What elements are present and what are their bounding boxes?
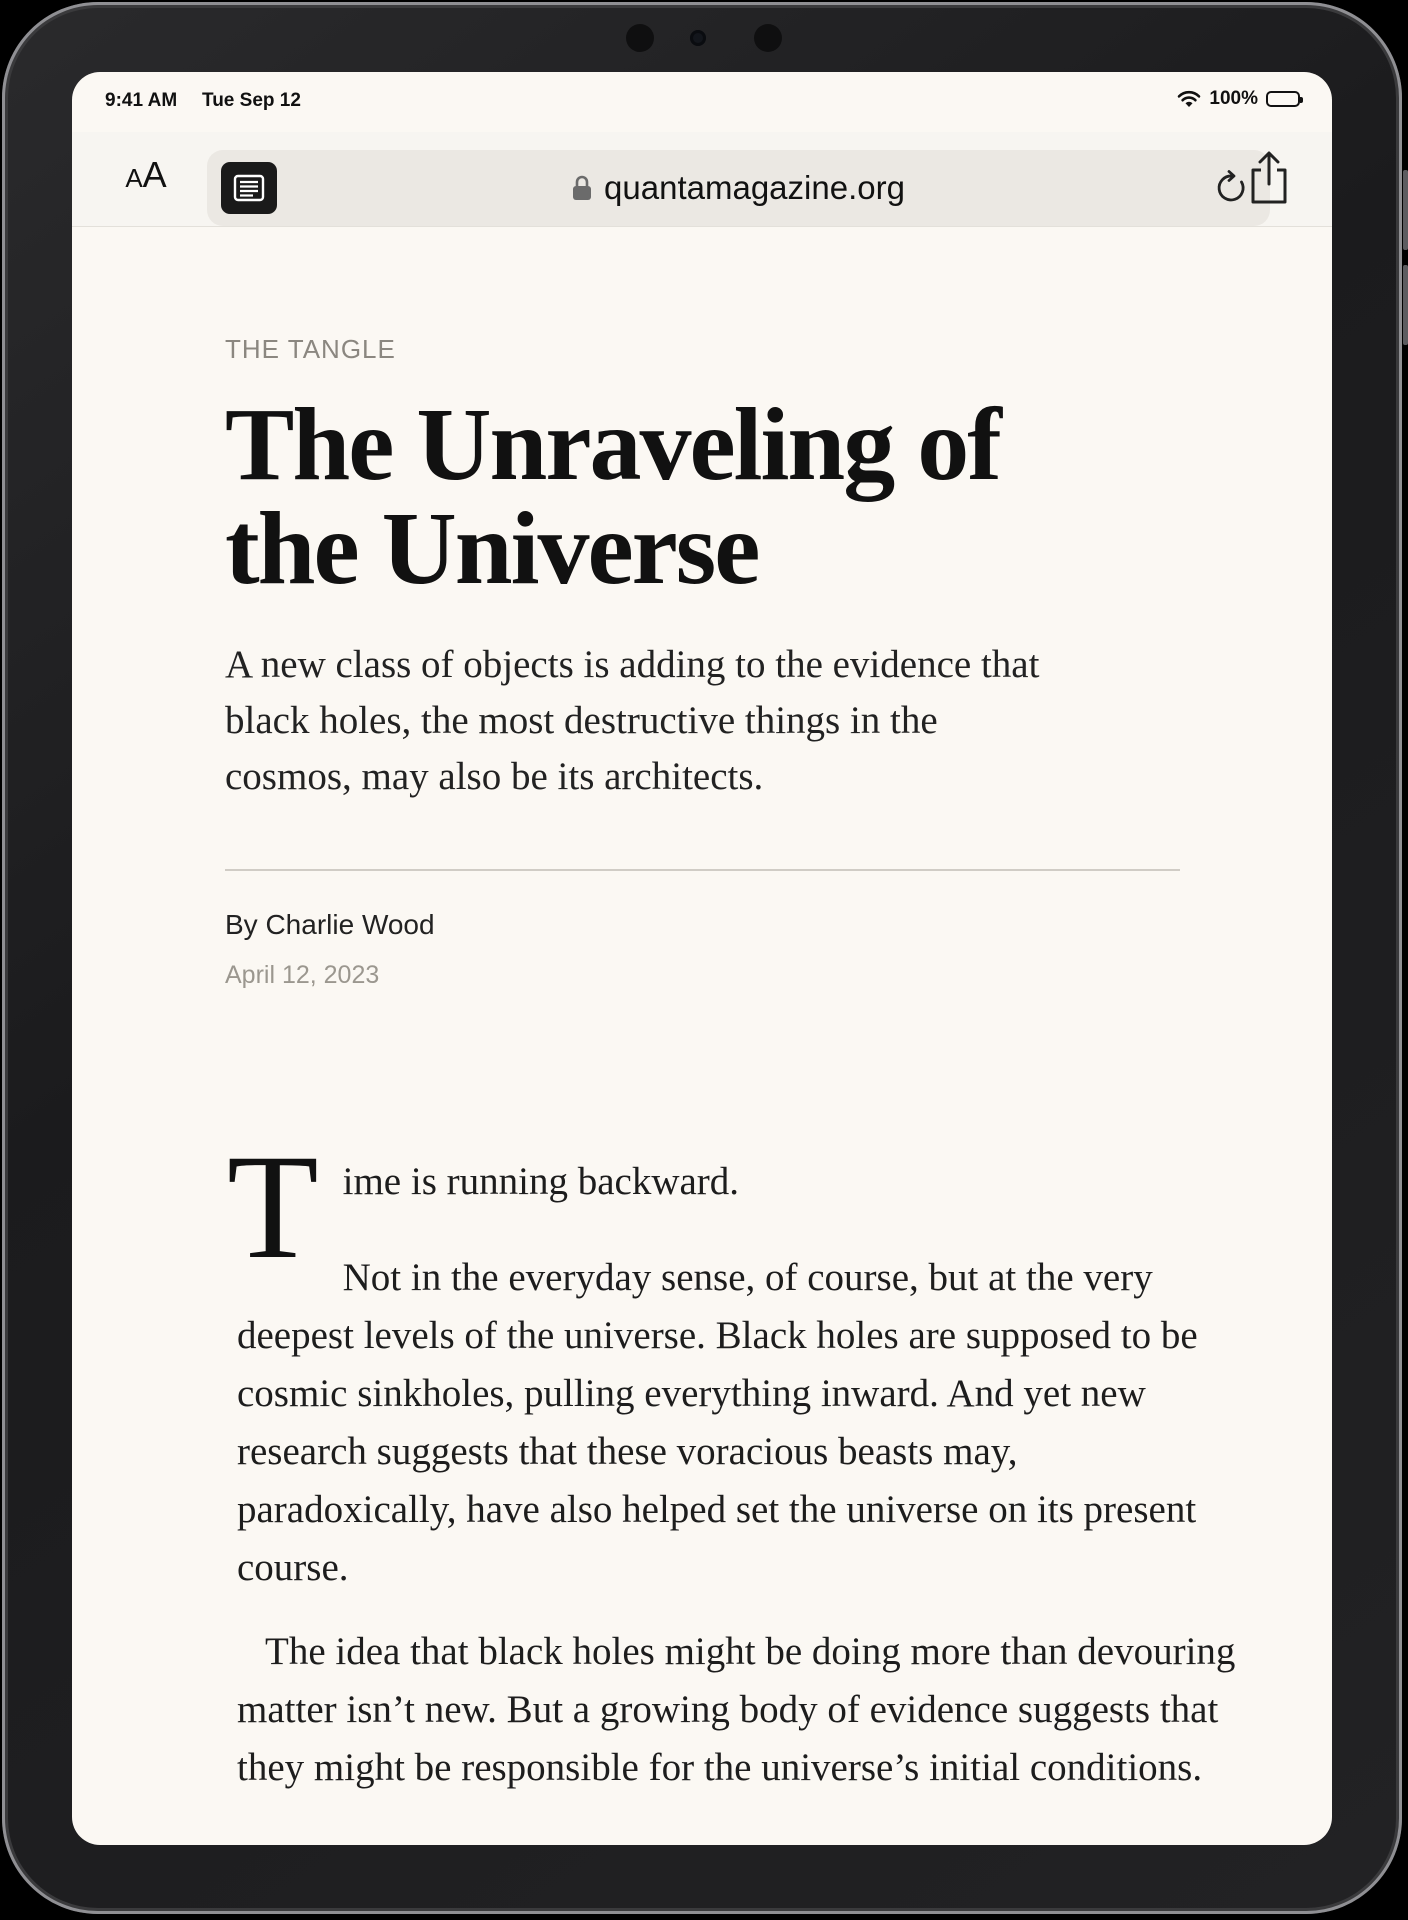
url-text: quantamagazine.org bbox=[604, 169, 905, 206]
status-bar bbox=[72, 72, 1332, 132]
article-date: April 12, 2023 bbox=[225, 961, 380, 989]
article-header bbox=[225, 334, 1195, 990]
page-format-button[interactable] bbox=[118, 154, 174, 202]
share-icon bbox=[1244, 150, 1294, 206]
browser-toolbar bbox=[72, 132, 1332, 227]
status-indicators bbox=[1177, 88, 1300, 110]
reader-mode-button[interactable] bbox=[221, 162, 277, 214]
article-byline: By Charlie Wood bbox=[225, 909, 435, 940]
article-headline: The Unraveling of the Universe bbox=[225, 387, 1000, 606]
front-camera-array bbox=[626, 24, 782, 52]
reader-mode-icon bbox=[233, 174, 265, 202]
article-dek: A new class of objects is adding to the evidence that black holes, the most destructive things in the cosmos, may also be its architects. bbox=[225, 643, 1040, 798]
divider bbox=[225, 869, 1180, 871]
url-display bbox=[207, 150, 1270, 226]
camera-sensor-left bbox=[626, 24, 654, 52]
article-kicker: THE TANGLE bbox=[225, 334, 396, 364]
wifi-icon bbox=[1177, 90, 1201, 108]
article-paragraph bbox=[237, 1149, 1237, 1597]
status-date: Tue Sep 12 bbox=[202, 90, 301, 111]
camera-sensor-right bbox=[754, 24, 782, 52]
battery-icon bbox=[1266, 91, 1300, 107]
paragraph-opening-line: ime is running backward. bbox=[342, 1160, 740, 1203]
aa-large-letter: A bbox=[142, 154, 167, 195]
volume-down-button bbox=[1403, 265, 1408, 345]
share-button[interactable] bbox=[1244, 150, 1294, 206]
volume-up-button bbox=[1403, 170, 1408, 250]
article-body bbox=[227, 1124, 1237, 1797]
screen bbox=[72, 72, 1332, 1845]
drop-cap: T bbox=[227, 1124, 319, 1290]
battery-percentage: 100% bbox=[1209, 88, 1258, 109]
status-time: 9:41 AM bbox=[105, 90, 178, 111]
article-paragraph-2: The idea that black holes might be doing more than devouring matter isn’t new. But a growing body of evidence suggests that they might be responsible for the universe’s initial conditions. bbox=[237, 1630, 1236, 1789]
paragraph-text: Not in the everyday sense, of course, but at the very deepest levels of the universe. Black holes are supposed to be cosmic sinkholes, pulling everything inward. And yet new research suggests that these voracious beasts may, paradoxically, have also helped set the universe on its present course. bbox=[237, 1256, 1198, 1589]
aa-small-letter: A bbox=[125, 163, 143, 193]
camera-lens-icon bbox=[690, 30, 706, 46]
address-bar[interactable] bbox=[207, 150, 1270, 226]
lock-icon bbox=[572, 175, 592, 201]
